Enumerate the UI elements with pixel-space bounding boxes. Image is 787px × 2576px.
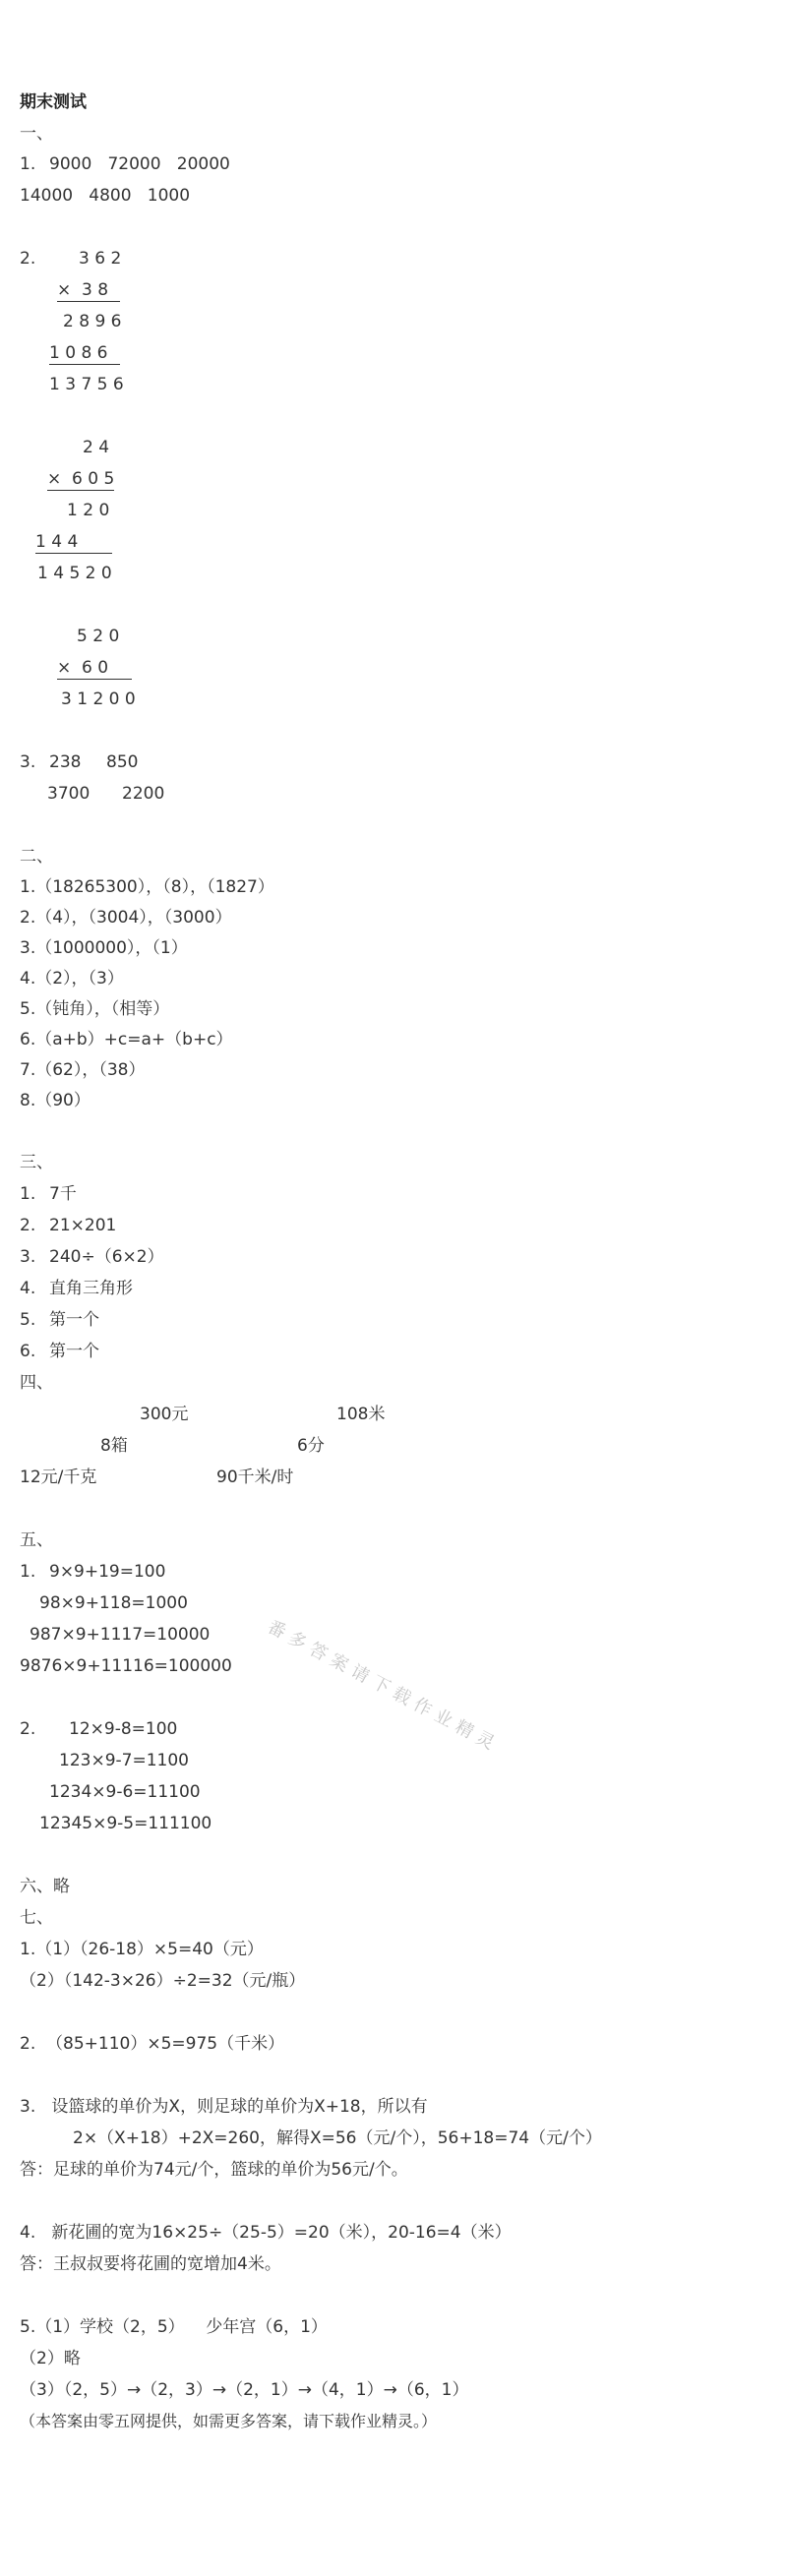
calc1-row3: 2 8 9 6 [63,312,122,331]
s7-q2: 2. （85+110）×5=975（千米） [20,2034,285,2054]
s5-q2-line: 12345×9-5=111100 [39,1814,212,1833]
s5-q2-line: 1234×9-6=11100 [49,1782,201,1802]
section-3-heading: 三、 [20,1153,53,1172]
s7-q3-answer: 答：足球的单价为74元/个，篮球的单价为56元/个。 [20,2160,408,2180]
s3-item-num: 5. [20,1310,36,1330]
s3-item-num: 6. [20,1342,36,1361]
calc3-row1: 5 2 0 [77,627,120,646]
s3-item-text: 7千 [49,1184,77,1204]
s1-q1-line1: 9000 72000 20000 [49,154,230,174]
s7-q3-line1: 3. 设篮球的单价为X，则足球的单价为X+18，所以有 [20,2097,428,2117]
s5-q2-line: 123×9-7=1100 [59,1751,189,1770]
calc2-row2: × 6 0 5 [47,469,115,489]
calc1-row1: 3 6 2 [79,249,122,269]
s4-answer: 12元/千克 [20,1468,97,1487]
s5-q1-line: 9876×9+11116=100000 [20,1656,232,1676]
s5-q1-line: 987×9+1117=10000 [30,1625,211,1645]
s5-q1-line: 9×9+19=100 [49,1562,166,1582]
s1-q1-line2: 14000 4800 1000 [20,186,191,206]
s2-item: 3.（1000000），（1） [20,938,188,958]
s5-q1-label: 1. [20,1562,36,1582]
s1-q3-c: 3700 [47,784,91,804]
s3-item-num: 4. [20,1279,36,1298]
s5-q2-line: 12×9-8=100 [69,1719,178,1739]
source-note: （本答案由零五网提供，如需更多答案，请下载作业精灵。） [20,2412,438,2430]
s7-q4-line1: 4. 新花圃的宽为16×25÷（25-5）=20（米），20-16=4（米） [20,2223,512,2243]
s1-q2-label: 2. [20,249,36,269]
s4-answer: 300元 [140,1405,189,1424]
s7-q1-part2: （2）（142-3×26）÷2=32（元/瓶） [20,1971,306,1991]
watermark: 番多答案请下载作业精灵 [264,1616,504,1758]
section-5-heading: 五、 [20,1530,53,1550]
s3-item-num: 3. [20,1247,36,1267]
s4-answer: 6分 [297,1436,325,1456]
section-6-heading: 六、略 [20,1877,70,1896]
calc1-row4: 1 0 8 6 [49,342,120,365]
s5-q2-label: 2. [20,1719,36,1739]
s4-answer: 90千米/时 [216,1468,294,1487]
s1-q3-a: 238 [49,752,82,772]
section-4-heading: 四、 [20,1373,53,1393]
s1-q3-b: 850 [106,752,139,772]
s7-q5-part1: 5.（1）学校（2，5） 少年宫（6，1） [20,2317,328,2337]
s7-q3-line2: 2×（X+18）+2X=260，解得X=56（元/个），56+18=74（元/个） [73,2128,602,2148]
s7-q5-part3: （3）（2，5）→（2，3）→（2，1）→（4，1）→（6，1） [20,2380,469,2400]
s2-item: 8.（90） [20,1091,91,1110]
s1-q1-label: 1. [20,154,36,174]
page-title: 期末测试 [20,92,87,112]
calc2-row1: 2 4 [83,438,110,457]
s3-item-num: 1. [20,1184,36,1204]
s2-item: 5.（钝角），（相等） [20,999,170,1019]
s2-item: 6.（a+b）+c=a+（b+c） [20,1030,233,1049]
s7-q5-part2: （2）略 [20,2349,81,2368]
s3-item-text: 240÷（6×2） [49,1247,164,1267]
s4-answer: 108米 [336,1405,386,1424]
calc3-row3: 3 1 2 0 0 [61,689,136,709]
s2-item: 1.（18265300），（8），（1827） [20,877,274,897]
s2-item: 4.（2），（3） [20,969,124,988]
calc2-row4: 1 4 4 [35,531,112,554]
calc1-row2: × 3 8 [57,279,120,302]
calc2-row5: 1 4 5 2 0 [37,564,112,583]
s2-item: 2.（4），（3004），（3000） [20,908,232,928]
calc1-row5: 1 3 7 5 6 [49,375,124,394]
s3-item-text: 21×201 [49,1216,117,1235]
s5-q1-line: 98×9+118=1000 [39,1593,188,1613]
calc3-row2: × 6 0 [57,657,132,680]
s1-q3-d: 2200 [122,784,165,804]
s4-answer: 8箱 [100,1436,128,1456]
s3-item-text: 第一个 [49,1310,99,1330]
s2-item: 7.（62），（38） [20,1060,146,1080]
s7-q4-answer: 答：王叔叔要将花圃的宽增加4米。 [20,2254,281,2274]
s7-q1-part1: 1.（1）（26-18）×5=40（元） [20,1940,264,1959]
section-1-heading: 一、 [20,124,53,144]
s1-q3-label: 3. [20,752,36,772]
s3-item-num: 2. [20,1216,36,1235]
s3-item-text: 第一个 [49,1342,99,1361]
section-7-heading: 七、 [20,1908,53,1928]
calc2-row3: 1 2 0 [67,501,110,520]
section-2-heading: 二、 [20,847,53,867]
s3-item-text: 直角三角形 [49,1279,133,1298]
